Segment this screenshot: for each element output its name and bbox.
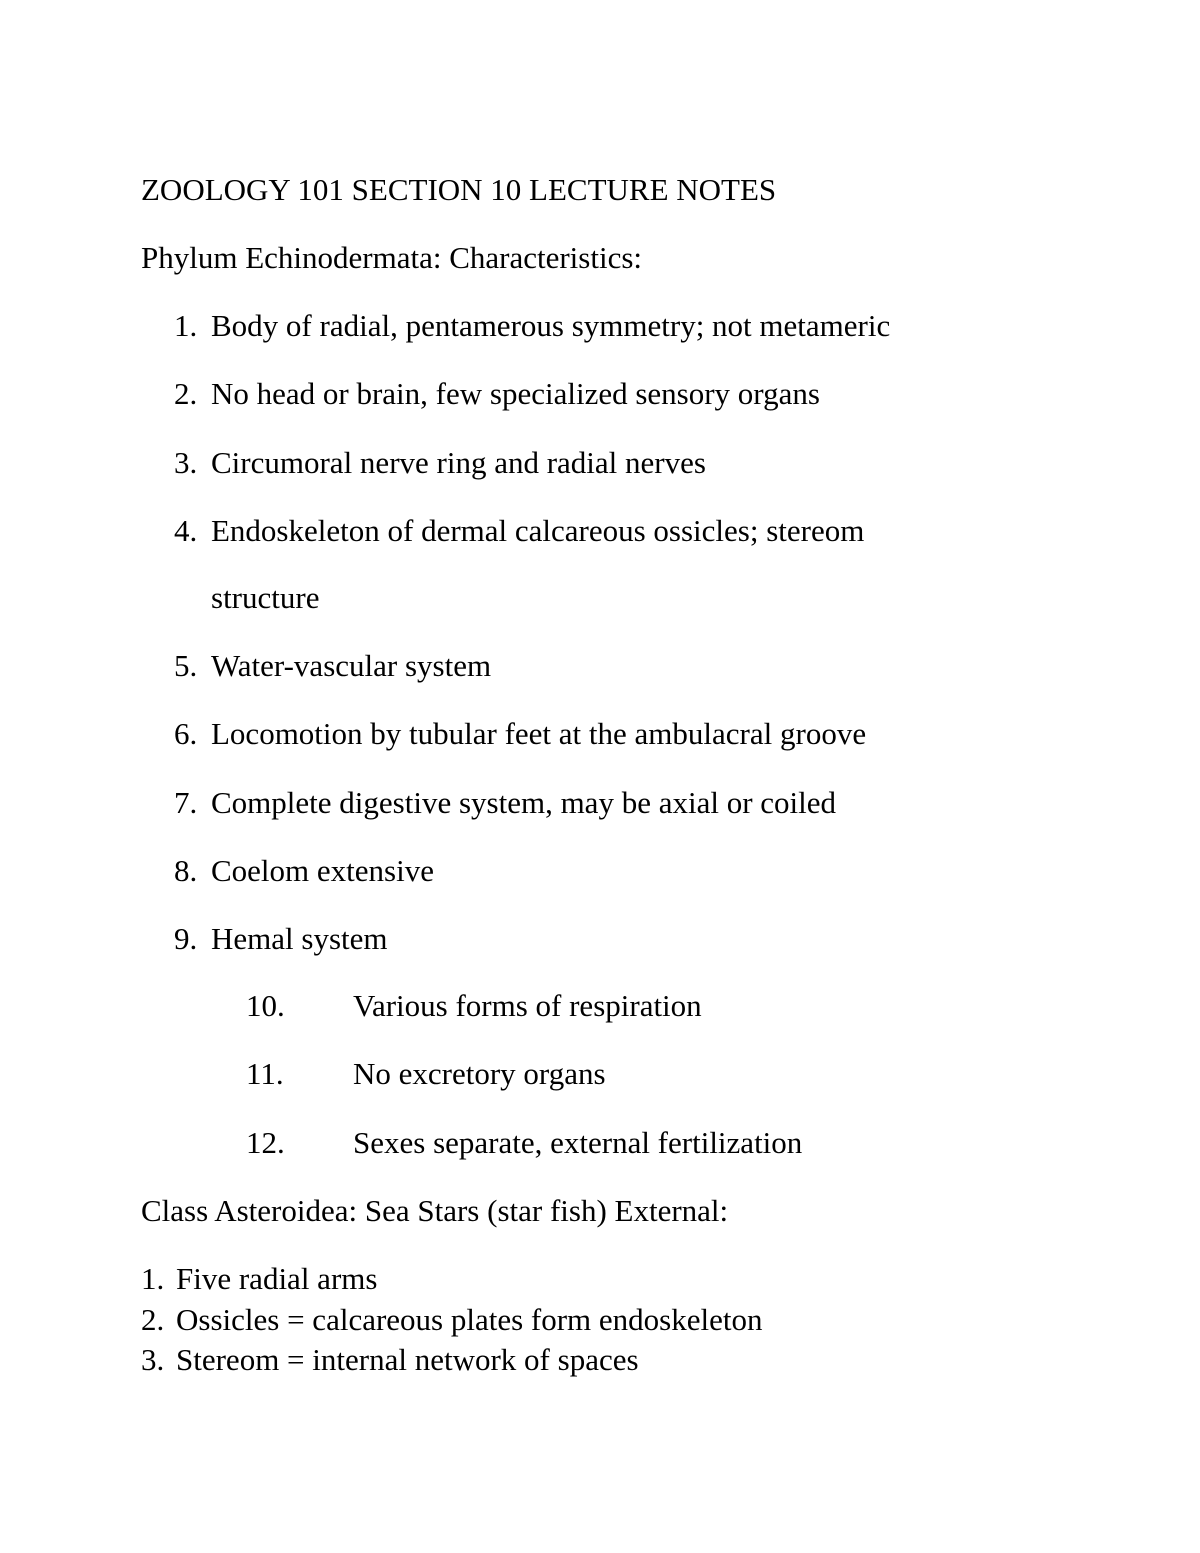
list-item-number: 2.: [174, 376, 198, 411]
list-item-number: 5.: [174, 648, 198, 683]
list-item-number: 2.: [141, 1302, 165, 1337]
list-item-text: No head or brain, few specialized sensory organs: [211, 376, 820, 411]
list-item-number: 1.: [141, 1261, 165, 1296]
list-item-number: 6.: [174, 716, 198, 751]
list-item-number: 10.: [246, 988, 285, 1023]
list-item-text: Coelom extensive: [211, 853, 434, 888]
list-item-number: 7.: [174, 785, 198, 820]
list-item-number: 3.: [141, 1342, 165, 1377]
list-item-number: 11.: [246, 1056, 284, 1091]
list-item-text: Various forms of respiration: [353, 988, 702, 1023]
list-item-number: 3.: [174, 445, 198, 480]
list-item-text: Circumoral nerve ring and radial nerves: [211, 445, 706, 480]
list-item-number: 8.: [174, 853, 198, 888]
list-item-number: 4.: [174, 513, 198, 548]
list-item-text: Body of radial, pentamerous symmetry; not metameric: [211, 308, 891, 343]
list-item-text: Locomotion by tubular feet at the ambulacral groove: [211, 716, 867, 751]
section-heading-asteroidea: Class Asteroidea: Sea Stars (star fish) External:: [141, 1193, 729, 1228]
list-item-text: Stereom = internal network of spaces: [176, 1342, 639, 1377]
list-item-continuation: structure: [211, 580, 320, 615]
list-item-text: Endoskeleton of dermal calcareous ossicles; stereom: [211, 513, 865, 548]
list-item-number: 12.: [246, 1125, 285, 1160]
list-item-text: Sexes separate, external fertilization: [353, 1125, 803, 1160]
list-item-number: 9.: [174, 921, 198, 956]
document-title: ZOOLOGY 101 SECTION 10 LECTURE NOTES: [141, 172, 777, 207]
list-item-text: Hemal system: [211, 921, 388, 956]
list-item-text: Water-vascular system: [211, 648, 492, 683]
list-item-text: No excretory organs: [353, 1056, 606, 1091]
section-heading-phylum: Phylum Echinodermata: Characteristics:: [141, 240, 643, 275]
list-item-text: Complete digestive system, may be axial or coiled: [211, 785, 837, 820]
list-item-text: Ossicles = calcareous plates form endoskeleton: [176, 1302, 763, 1337]
list-item-number: 1.: [174, 308, 198, 343]
list-item-text: Five radial arms: [176, 1261, 378, 1296]
